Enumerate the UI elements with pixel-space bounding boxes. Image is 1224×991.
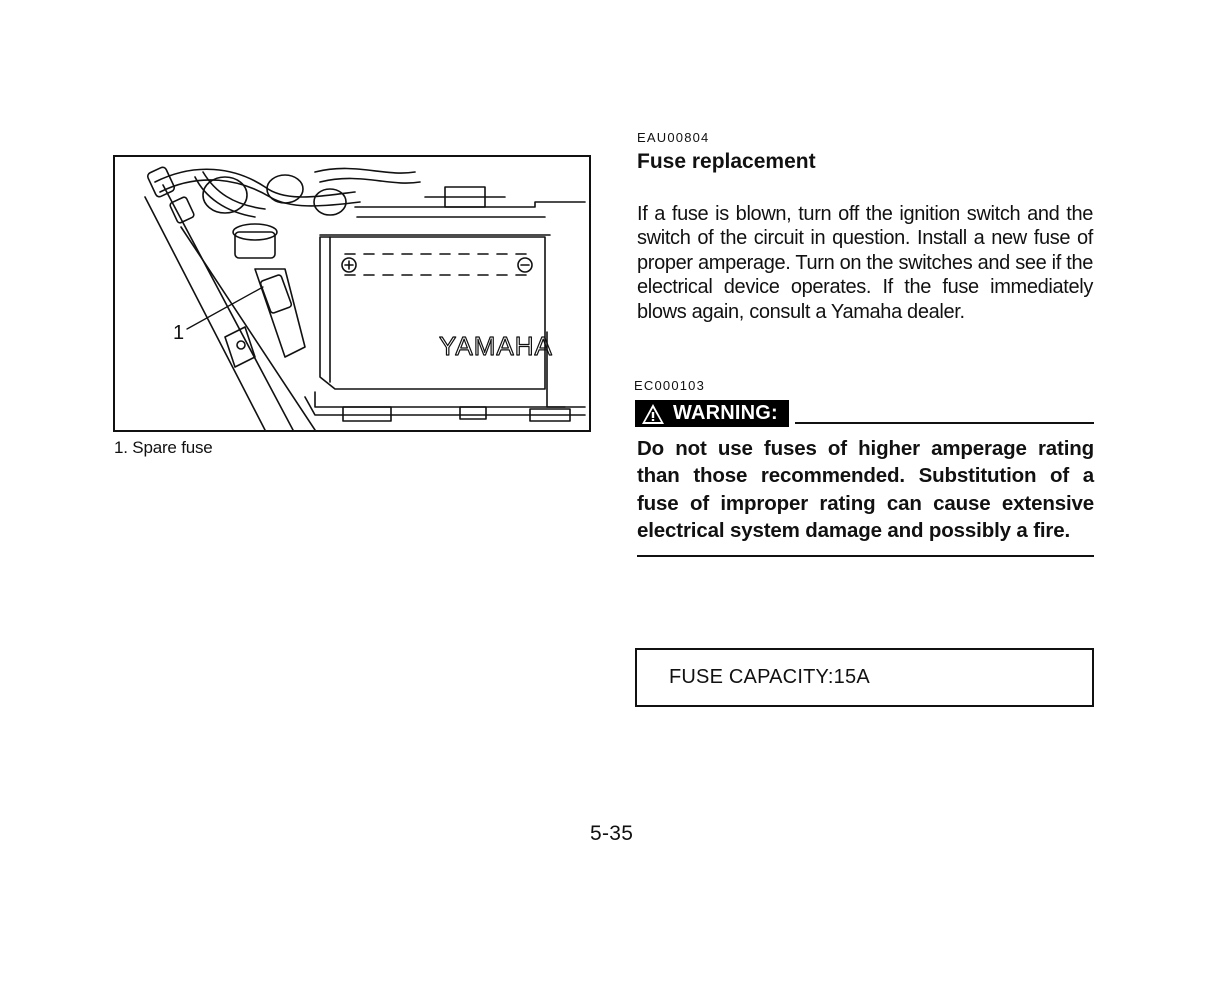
section-title: Fuse replacement — [637, 150, 816, 173]
callout-label-1: 1 — [173, 322, 185, 344]
brand-mark-text: YAMAHA — [439, 331, 553, 361]
warning-divider — [795, 422, 1094, 424]
fuse-capacity-box — [635, 648, 1094, 707]
warning-label: WARNING: — [673, 402, 778, 424]
warning-triangle-icon — [641, 403, 665, 425]
battery-compartment-drawing — [115, 157, 589, 430]
section-body-text: If a fuse is blown, turn off the ignition switch and the switch of the circuit in question. Install a new fuse of proper amperage. Turn on the switches and see if the electrical device operates. If the fuse immediately blows again, consult a Yamaha dealer. — [637, 203, 1093, 323]
spare-fuse-illustration — [113, 155, 591, 432]
warning-header — [635, 400, 1094, 430]
warning-badge — [635, 400, 789, 427]
warning-bottom-divider — [637, 555, 1094, 557]
page-number: 5-35 — [590, 822, 634, 845]
warning-code: EC000103 — [634, 378, 706, 393]
fuse-capacity-text: FUSE CAPACITY:15A — [669, 666, 870, 688]
figure-caption: 1. Spare fuse — [114, 438, 213, 457]
section-code: EAU00804 — [637, 130, 710, 145]
warning-text: Do not use fuses of higher amperage rating than those recommended. Substitution of a fuse of improper rating can cause extensive electrical system damage and possibly a fire. — [637, 437, 1094, 542]
